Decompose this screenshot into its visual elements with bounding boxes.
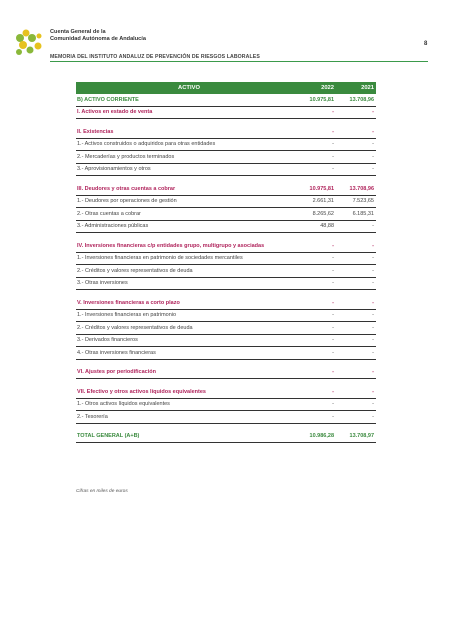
value-2022: 10.975,81 — [309, 185, 334, 192]
header-year-2021: 2021 — [361, 84, 374, 91]
table-row — [76, 164, 376, 177]
value-2021: - — [372, 280, 374, 286]
row-label: 3.- Otras inversiones — [77, 280, 128, 286]
value-2021: - — [372, 255, 374, 261]
value-2022: - — [332, 337, 334, 343]
table-row — [76, 208, 376, 221]
row-spacer — [76, 360, 376, 367]
table-row — [76, 139, 376, 152]
table-row — [76, 151, 376, 164]
value-2022: - — [332, 388, 334, 395]
table-row — [76, 297, 376, 310]
value-2021: - — [372, 369, 374, 375]
activo-table — [76, 82, 376, 443]
memoria-title: MEMORIA DEL INSTITUTO ANDALUZ DE PREVENCIÓN DE RIESGOS LABORALES — [50, 54, 260, 60]
value-2022: - — [332, 166, 334, 172]
value-2022: 10.975,81 — [309, 96, 334, 103]
row-label: B) ACTIVO CORRIENTE — [77, 96, 139, 103]
row-label: IV. Inversiones financieras c/p entidades grupo, multigrupo y asociadas — [77, 242, 265, 249]
value-2022: 2.661,31 — [312, 198, 334, 204]
value-2021: - — [372, 401, 374, 407]
row-label: III. Deudores y otras cuentas a cobrar — [77, 185, 176, 192]
row-label: 1.- Inversiones financieras en patrimonio de sociedades mercantiles — [77, 255, 243, 261]
row-label: 2.- Créditos y valores representativos de deuda — [77, 267, 193, 274]
value-2021: - — [372, 349, 374, 356]
value-2021: - — [372, 242, 374, 249]
value-2022: - — [332, 128, 334, 135]
row-spacer — [76, 233, 376, 240]
row-label: V. Inversiones financieras a corto plazo — [77, 299, 180, 306]
row-spacer — [76, 424, 376, 431]
row-spacer — [76, 379, 376, 386]
value-2022: - — [332, 141, 334, 147]
page-number: 8 — [424, 41, 428, 47]
row-label: II. Existencias — [77, 128, 114, 135]
row-label: VII. Efectivo y otros activos líquidos equivalentes — [77, 388, 206, 395]
row-spacer — [76, 176, 376, 183]
value-2022: - — [332, 312, 334, 318]
table-row — [76, 107, 376, 120]
value-2022: 10.986,28 — [309, 433, 334, 439]
value-2022: - — [332, 109, 334, 115]
row-label: 2.- Créditos y valores representativos de deuda — [77, 324, 193, 331]
table-row — [76, 240, 376, 253]
footnote: Cifras en miles de euros — [76, 489, 128, 494]
table-row — [76, 386, 376, 399]
header-title-line1: Cuenta General de la — [50, 29, 106, 35]
table-row — [76, 94, 376, 107]
row-spacer — [76, 119, 376, 126]
row-label: 1.- Otros activos líquidos equivalentes — [77, 401, 170, 407]
header-activo: ACTIVO — [178, 84, 200, 91]
value-2021: - — [372, 267, 374, 274]
table-row — [76, 335, 376, 348]
value-2022: - — [332, 280, 334, 286]
value-2022: 48,88 — [320, 223, 334, 229]
row-label: 3.- Derivados financieros — [77, 337, 138, 343]
value-2021: - — [372, 223, 374, 229]
value-2022: - — [332, 242, 334, 249]
table-row — [76, 431, 376, 444]
table-row — [76, 322, 376, 335]
row-label: 3.- Aprovisionamientos y otros — [77, 166, 151, 172]
value-2022: - — [332, 299, 334, 306]
row-label: I. Activos en estado de venta — [77, 109, 153, 115]
value-2022: - — [332, 413, 334, 420]
header-divider — [50, 61, 428, 62]
value-2021: - — [372, 299, 374, 306]
value-2022: - — [332, 324, 334, 331]
junta-andalucia-logo — [14, 28, 46, 58]
value-2021: - — [372, 109, 374, 115]
row-label: TOTAL GENERAL (A+B) — [77, 433, 140, 439]
value-2021: 6.185,31 — [352, 210, 374, 217]
table-row — [76, 221, 376, 234]
value-2022: - — [332, 153, 334, 160]
row-label: VI. Ajustes por periodificación — [77, 369, 156, 375]
table-row — [76, 196, 376, 209]
value-2021: 7.523,65 — [352, 198, 374, 204]
table-row — [76, 411, 376, 424]
row-label: 2.- Mercaderías y productos terminados — [77, 153, 175, 160]
value-2021: - — [372, 388, 374, 395]
table-row — [76, 265, 376, 278]
row-label: 2.- Tesorería — [77, 413, 108, 420]
value-2022: - — [332, 401, 334, 407]
table-row — [76, 367, 376, 380]
value-2021: - — [372, 324, 374, 331]
row-label: 1.- Activos construidos o adquiridos para otras entidades — [77, 141, 216, 147]
value-2022: - — [332, 349, 334, 356]
value-2021: - — [372, 312, 374, 318]
table-row — [76, 399, 376, 412]
table-header — [76, 82, 376, 94]
table-row — [76, 126, 376, 139]
table-row — [76, 278, 376, 291]
value-2021: - — [372, 413, 374, 420]
table-row — [76, 347, 376, 360]
header-title-line2: Comunidad Autónoma de Andalucía — [50, 36, 146, 42]
value-2022: - — [332, 369, 334, 375]
header-year-2022: 2022 — [321, 84, 334, 91]
row-label: 2.- Otras cuentas a cobrar — [77, 210, 141, 217]
value-2021: - — [372, 166, 374, 172]
value-2022: - — [332, 267, 334, 274]
table-row — [76, 183, 376, 196]
value-2021: 13.708,96 — [349, 96, 374, 103]
value-2021: - — [372, 337, 374, 343]
table-row — [76, 253, 376, 266]
row-label: 1.- Deudores por operaciones de gestión — [77, 198, 177, 204]
value-2021: - — [372, 153, 374, 160]
value-2022: - — [332, 255, 334, 261]
row-spacer — [76, 290, 376, 297]
table-row — [76, 310, 376, 323]
value-2021: 13.708,97 — [349, 433, 374, 439]
row-label: 1.- Inversiones financieras en patrimonio — [77, 312, 177, 318]
value-2021: - — [372, 128, 374, 135]
row-label: 4.- Otras inversiones financieras — [77, 349, 156, 356]
value-2021: 13.708,96 — [349, 185, 374, 192]
value-2022: 8.265,62 — [312, 210, 334, 217]
value-2021: - — [372, 141, 374, 147]
row-label: 3.- Administraciones públicas — [77, 223, 149, 229]
